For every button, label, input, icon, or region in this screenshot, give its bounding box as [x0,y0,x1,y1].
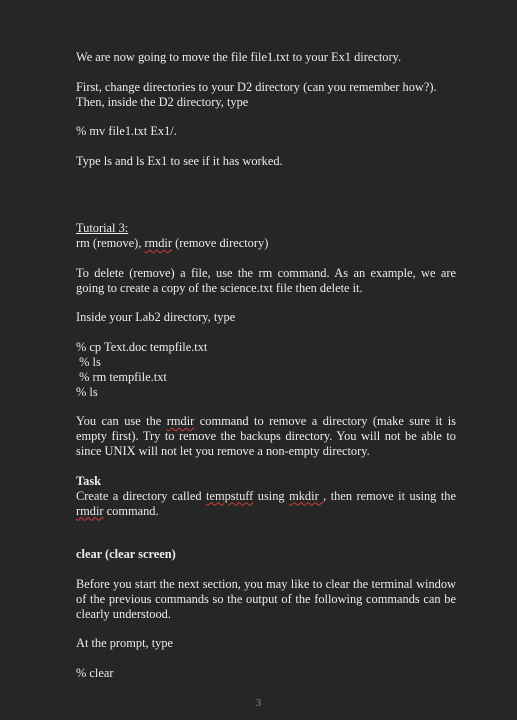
clear-command: % clear [76,665,114,680]
tutorial3-heading: Tutorial 3: [76,221,129,235]
move-intro: We are now going to move the file file1.txt to your Ex1 directory. [76,50,402,64]
task-word-rmdir: rmdir [76,503,104,518]
command-line: % cp Text.doc tempfile.txt [76,339,208,354]
subtitle-part-b: (remove directory) [172,236,269,250]
move-instructions: First, change directories to your D2 directory (can you remember how?). Then, inside the D2 directory, type [76,79,437,109]
subtitle-part-a: rm (remove), [76,236,145,250]
mv-command: % mv file1.txt Ex1/. [76,124,177,138]
subtitle-rmdir: rmdir [144,236,172,250]
task-part-b: using [253,488,290,503]
page-content [76,50,456,695]
task-part-c: , then remove it using the [323,488,456,503]
clear-prompt: At the prompt, type [76,636,174,650]
task-heading: Task [76,473,102,488]
tutorial3-subtitle [76,236,456,251]
clear-paragraph: Before you start the next section, you may like to clear the terminal window of the previous commands so the output of the following commands can be clearly understood. [76,576,456,621]
ls-check: Type ls and ls Ex1 to see if it has worked. [76,153,283,168]
task-word-tempstuff: tempstuff [206,488,254,503]
rmdir-part-a: You can use the [76,414,167,428]
inside-lab2: Inside your Lab2 directory, type [76,310,236,324]
spacer [76,183,456,221]
task-part-a: Create a directory called [76,488,207,503]
task-part-d: command. [103,503,159,518]
spacer [76,533,456,547]
command-line: % ls [76,354,101,369]
clear-heading: clear (clear screen) [76,547,176,561]
command-block [76,340,456,400]
command-line: % ls [76,384,98,399]
rmdir-word: rmdir [166,414,195,428]
page-number: 3 [255,697,262,709]
rmdir-part-b: command to remove a directory (make sure it is empty first). Try to remove the backups directory. You will not be able to since UNIX will not let you remove a non-empty directory. [76,414,456,458]
delete-paragraph: To delete (remove) a file, use the rm command. As an example, we are going to create a copy of the science.txt file then delete it. [76,265,456,295]
command-line: % rm tempfile.txt [76,369,167,384]
rmdir-paragraph [76,414,456,459]
task-text [76,489,456,519]
task-word-mkdir: mkdir [289,488,324,503]
